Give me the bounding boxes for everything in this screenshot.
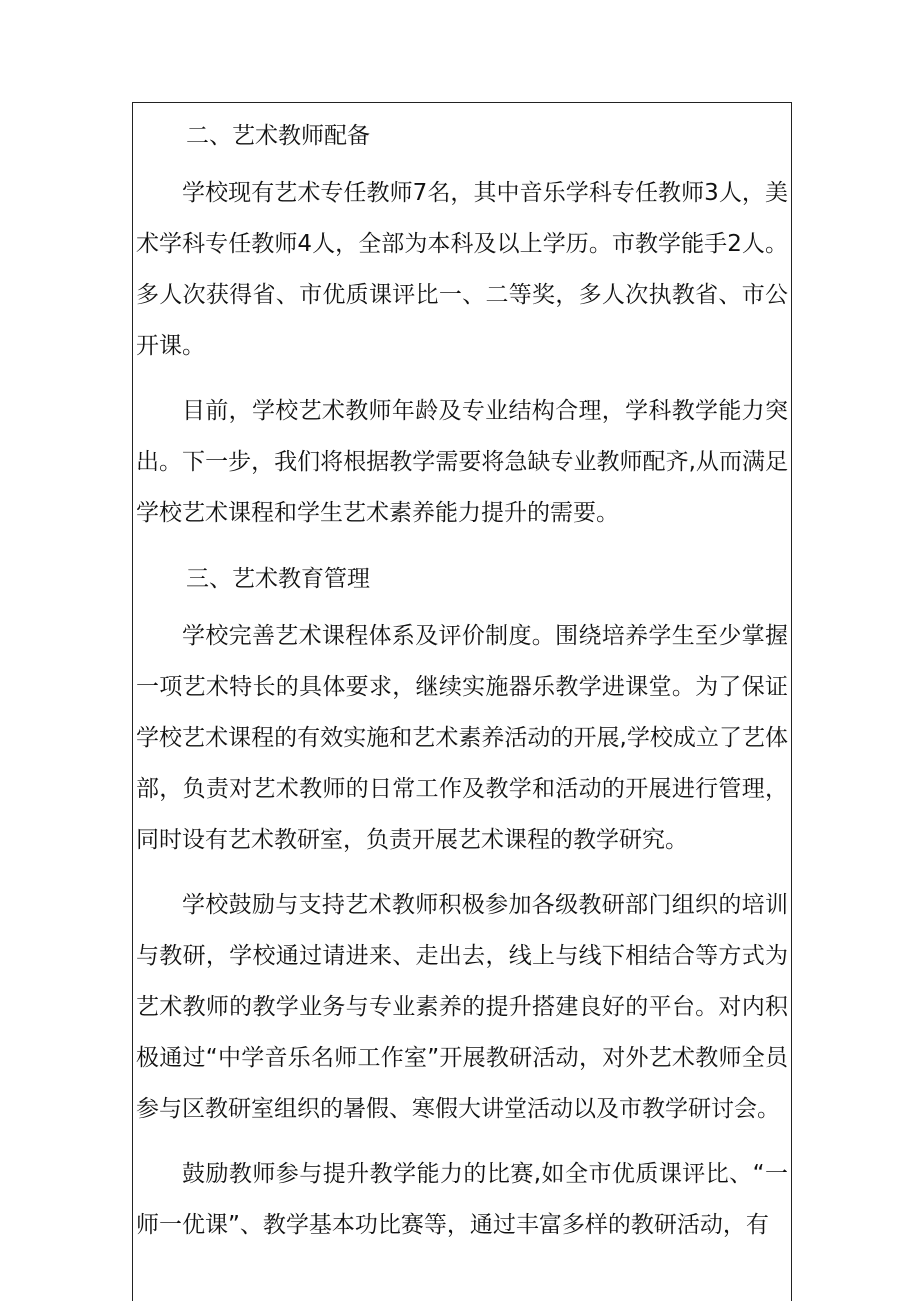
section-heading-management: 三、艺术教育管理: [186, 566, 370, 592]
paragraph-current-status: 目前，学校艺术教师年龄及专业结构合理，学科教学能力突出。下一步，我们将根据教学需要将急缺专业教师配齐,从而满足学校艺术课程和学生艺术素养能力提升的需要。: [136, 398, 788, 526]
section-heading-teachers: 二、艺术教师配备: [186, 123, 370, 149]
document-body: [136, 104, 788, 1265]
paragraph-curriculum-system: 学校完善艺术课程体系及评价制度。围绕培养学生至少掌握一项艺术特长的具体要求，继续实施器乐教学进课堂。为了保证学校艺术课程的有效实施和艺术素养活动的开展,学校成立了艺体部，负责对艺术教师的日常工作及教学和活动的开展进行管理，同时设有艺术教研室，负责开展艺术课程的教学研究。: [136, 623, 788, 853]
paragraph-teacher-staffing: 学校现有艺术专任教师7名，其中音乐学科专任教师3人，美术学科专任教师4人，全部为本科及以上学历。市教学能手2人。多人次获得省、市优质课评比一、二等奖，多人次执教省、市公开课。: [136, 180, 788, 359]
paragraph-teacher-training: 学校鼓励与支持艺术教师积极参加各级教研部门组织的培训与教研，学校通过请进来、走出去，线上与线下相结合等方式为艺术教师的教学业务与专业素养的提升搭建良好的平台。对内积极通过“中学音乐名师工作室”开展教研活动，对外艺术教师全员参与区教研室组织的暑假、寒假大讲堂活动以及市教学研讨会。: [136, 892, 788, 1122]
paragraph-competitions: 鼓励教师参与提升教学能力的比赛,如全市优质课评比、“一师一优课”、教学基本功比赛等，通过丰富多样的教研活动，有: [136, 1161, 788, 1238]
